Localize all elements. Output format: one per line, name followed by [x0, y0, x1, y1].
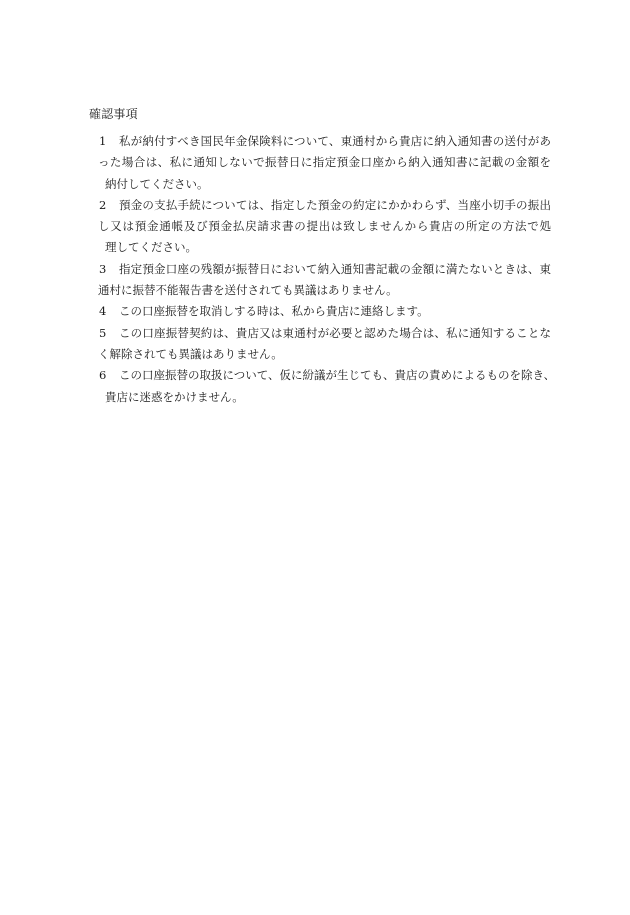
item-text-line: く解除されても異議はありません。 [98, 346, 283, 361]
confirmation-item-5 [89, 323, 551, 366]
item-number: 6 [99, 368, 107, 383]
item-text-line: 私が納付すべき国民年金保険料について、東通村から貴店に納入通知書の送付があ [119, 134, 551, 148]
confirmation-item-4 [89, 301, 551, 322]
item-text-line: 指定預金口座の残額が振替日において納入通知書記載の金額に満たないときは、東 [119, 261, 551, 276]
section-heading: 確認事項 [89, 107, 138, 121]
item-number: 5 [99, 325, 107, 340]
item-text-line: った場合は、私に通知しないで振替日に指定預金口座から納入通知書に記載の金額を [98, 155, 551, 170]
item-text-line: し又は預金通帳及び預金払戻請求書の提出は致しませんから貴店の所定の方法で処 [98, 219, 551, 234]
confirmation-list [89, 131, 556, 408]
confirmation-item-3 [89, 259, 551, 302]
item-text-line: 貴店に迷惑をかけません。 [105, 389, 244, 404]
confirmation-item-1 [89, 131, 551, 195]
confirmation-item-2 [89, 195, 551, 259]
item-number: 1 [99, 134, 107, 148]
item-number: 4 [99, 304, 107, 319]
item-text-line: この口座振替契約は、貴店又は東通村が必要と認めた場合は、私に通知することな [119, 325, 551, 340]
item-text-line: この口座振替の取扱について、仮に紛議が生じても、貴店の責めによるものを除き、 [119, 368, 556, 383]
confirmation-item-6 [89, 365, 556, 408]
item-number: 2 [99, 197, 107, 212]
item-number: 3 [99, 261, 107, 276]
item-text-line: 通村に振替不能報告書を送付されても異議はありません。 [98, 283, 398, 298]
item-text-line: 理してください。 [105, 240, 197, 255]
item-text-line: 納付してください。 [105, 176, 209, 191]
item-text-line: 預金の支払手続については、指定した預金の約定にかかわらず、当座小切手の振出 [119, 197, 551, 212]
item-text-line: この口座振替を取消しする時は、私から貴店に連絡します。 [119, 304, 429, 319]
